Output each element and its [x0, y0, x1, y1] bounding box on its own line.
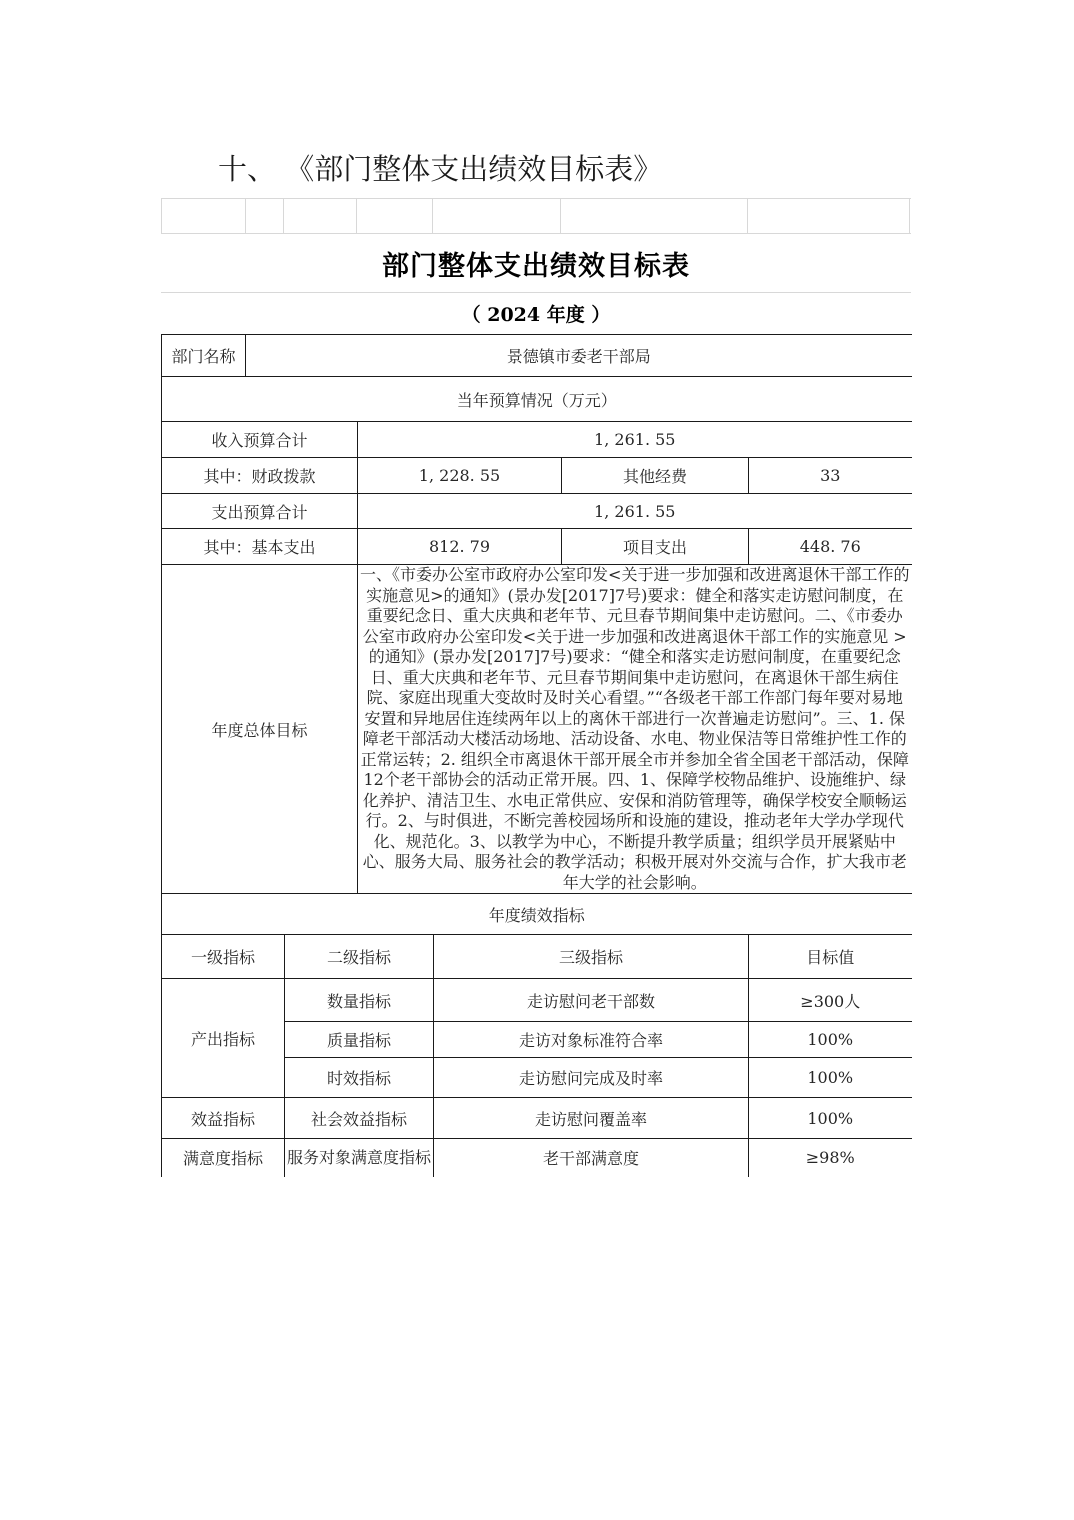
indicators-header-row [162, 935, 912, 979]
indicator-level3: 走访慰问完成及时率 [434, 1058, 749, 1098]
annual-goal-label: 年度总体目标 [162, 565, 358, 894]
indicator-target: ≥98% [805, 1148, 855, 1168]
income-total-row [162, 422, 912, 458]
header-level1: 一级指标 [162, 935, 285, 979]
indicator-level2: 数量指标 [285, 979, 434, 1022]
indicator-level1: 效益指标 [162, 1098, 285, 1139]
empty-grid-row [161, 198, 911, 234]
fiscal-row [162, 458, 912, 494]
indicator-row [162, 1139, 912, 1177]
project-expense-value: 448. 76 [749, 529, 912, 565]
project-expense-label: 项目支出 [562, 529, 749, 565]
income-total-label: 收入预算合计 [162, 422, 358, 458]
indicator-level3: 走访慰问老干部数 [434, 979, 749, 1022]
grid-cell [284, 199, 357, 233]
indicator-level2: 时效指标 [285, 1058, 434, 1098]
grid-cell [246, 199, 284, 233]
indicator-level3: 走访对象标准符合率 [434, 1022, 749, 1058]
grid-cell [748, 199, 910, 233]
fiscal-label: 其中：财政拨款 [162, 458, 358, 494]
indicator-target: 100% [749, 1098, 912, 1139]
other-funds-label: 其他经费 [562, 458, 749, 494]
indicator-row [162, 1098, 912, 1139]
income-total-value: 1, 261. 55 [358, 422, 912, 458]
indicators-section-title: 年度绩效指标 [162, 894, 912, 935]
sheet-year: （ 2024 年度 ） [461, 304, 611, 326]
indicator-target: ≥300人 [749, 979, 912, 1022]
indicator-level1: 产出指标 [162, 979, 285, 1098]
header-level2: 二级指标 [285, 935, 434, 979]
department-label: 部门名称 [162, 335, 246, 377]
expense-total-row [162, 494, 912, 529]
expense-total-value: 1, 261. 55 [358, 494, 912, 529]
grid-cell [357, 199, 433, 233]
document-heading: 十、 《部门整体支出绩效目标表》 [218, 152, 663, 186]
indicator-level2: 质量指标 [285, 1022, 434, 1058]
header-target: 目标值 [749, 935, 912, 979]
indicators-section-header-row [162, 894, 912, 935]
indicator-target: 100% [749, 1058, 912, 1098]
sheet-year-band [161, 293, 911, 334]
other-funds-value: 33 [749, 458, 912, 494]
indicator-target: 100% [749, 1022, 912, 1058]
budget-section-title: 当年预算情况（万元） [162, 377, 912, 422]
fiscal-value: 1, 228. 55 [358, 458, 562, 494]
indicator-row [162, 979, 912, 1022]
performance-table [161, 334, 912, 1177]
grid-cell [162, 199, 246, 233]
department-name: 景德镇市委老干部局 [246, 335, 912, 377]
sheet-title: 部门整体支出绩效目标表 [382, 250, 690, 282]
grid-cell [433, 199, 561, 233]
indicator-level1: 满意度指标 [162, 1139, 285, 1177]
indicator-level3: 走访慰问覆盖率 [434, 1098, 749, 1139]
indicator-level3: 老干部满意度 [434, 1139, 749, 1177]
indicator-level2: 服务对象满意度指标 [285, 1139, 434, 1177]
budget-section-header-row [162, 377, 912, 422]
basic-expense-row [162, 529, 912, 565]
header-level3: 三级指标 [434, 935, 749, 979]
expense-total-label: 支出预算合计 [162, 494, 358, 529]
indicator-level2: 社会效益指标 [285, 1098, 434, 1139]
sheet-title-band [161, 234, 911, 293]
grid-cell [561, 199, 748, 233]
performance-target-sheet [161, 198, 911, 1177]
basic-expense-label: 其中：基本支出 [162, 529, 358, 565]
department-row [162, 335, 912, 377]
annual-goal-row [162, 565, 912, 894]
basic-expense-value: 812. 79 [358, 529, 562, 565]
annual-goal-text: 一、《市委办公室市政府办公室印发<关于进一步加强和改进离退休干部工作的实施意见>的通知》(景办发[2017]7号)要求：健全和落实走访慰问制度，在重要纪念日、重大庆典和老年节、元旦春节期间集中走访慰问。二、《市委办公室市政府办公室印发<关于进一步加强和改进离退休干部工作的实施意见 >的通知》(景办发[2017]7号)要求：“健全和落实走访慰问制度，在重要纪念日、重大庆典和老年节、元旦春节期间集中走访慰问，在离退休干部生病住院、家庭出现重大变故时及时关心看望。”“各级老干部工作部门每年要对易地安置和异地居住连续两年以上的离休干部进行一次普遍走访慰问”。三、1. 保障老干部活动大楼活动场地、活动设备、水电、物业保洁等日常维护性工作的正常运转；2. 组织全市离退休干部开展全市并参加全省全国老干部活动，保障12个老干部协会的活动正常开展。四、1、保障学校物品维护、设施维护、绿化养护、清洁卫生、水电正常供应、安保和消防管理等，确保学校安全顺畅运行。2、与时俱进，不断完善校园场所和设施的建设，推动老年大学办学现代化、规范化。3、以教学为中心，不断提升教学质量；组织学员开展紧贴中心、服务大局、服务社会的教学活动；积极开展对外交流与合作，扩大我市老年大学的社会影响。 [358, 565, 912, 894]
